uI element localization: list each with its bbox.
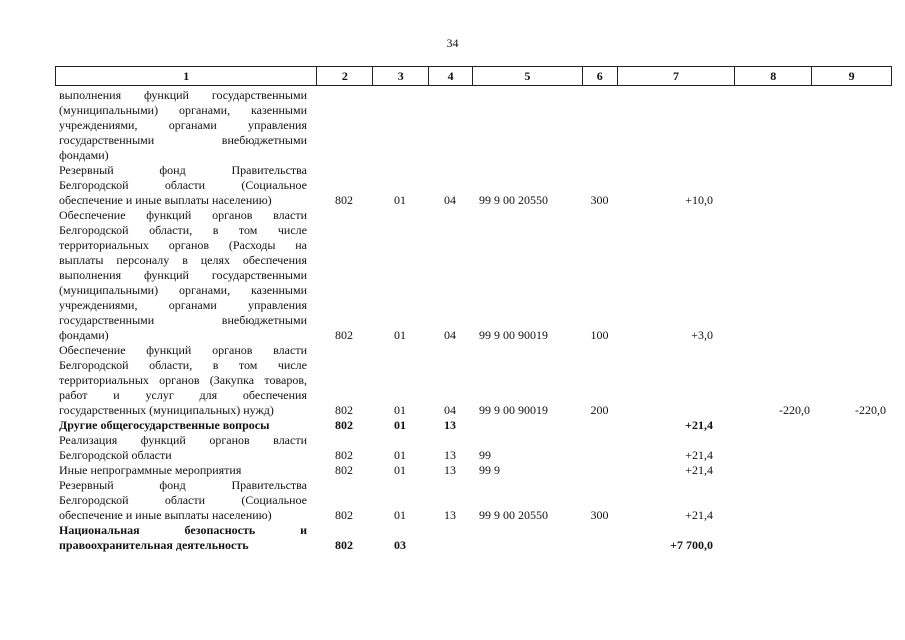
description-line: учреждениями, органами управления (59, 118, 307, 132)
cell-col-6: 200 (590, 403, 609, 417)
row-description (59, 88, 307, 163)
description-line: территориальных органов (Закупка товаров, (59, 373, 307, 387)
column-header-4: 4 (429, 67, 473, 85)
row-description (59, 418, 307, 433)
cell-col-7: +21,4 (685, 463, 713, 477)
cell-col-3: 01 (394, 418, 406, 432)
description-line: Белгородской области (59, 448, 172, 462)
cell-col-2: 802 (335, 403, 353, 417)
description-line: учреждениями, органами управления (59, 298, 307, 312)
cell-col-9: -220,0 (855, 403, 886, 417)
column-header-1: 1 (56, 67, 317, 85)
description-line: Белгородской области (Социальное (59, 493, 307, 507)
description-line: государственными внебюджетными (59, 313, 307, 327)
row-description (59, 463, 307, 478)
description-line: территориальных органов (Расходы на (59, 238, 307, 252)
column-header-2: 2 (317, 67, 373, 85)
cell-col-5: 99 9 00 20550 (479, 193, 548, 207)
description-line: Белгородской области (Социальное (59, 178, 307, 192)
description-line: выплаты персоналу в целях обеспечения (59, 253, 307, 267)
cell-col-7: +7 700,0 (670, 538, 713, 552)
cell-col-4: 13 (444, 448, 456, 462)
cell-col-2: 802 (335, 463, 353, 477)
description-line: государственными внебюджетными (59, 133, 307, 147)
description-line: Реализация функций органов власти (59, 433, 307, 447)
description-line: Резервный фонд Правительства (59, 163, 307, 177)
column-header-3: 3 (373, 67, 429, 85)
cell-col-3: 03 (394, 538, 406, 552)
description-line: обеспечение и иные выплаты населению) (59, 508, 272, 522)
cell-col-6: 300 (590, 193, 609, 207)
cell-col-4: 13 (444, 463, 456, 477)
cell-col-3: 01 (394, 508, 406, 522)
row-description (59, 433, 307, 463)
description-line: Национальная безопасность и (59, 523, 307, 537)
cell-col-5: 99 (479, 448, 491, 462)
cell-col-2: 802 (335, 193, 353, 207)
description-line: фондами) (59, 328, 109, 342)
row-description (59, 208, 307, 343)
description-line: Другие общегосударственные вопросы (59, 418, 270, 432)
description-line: Белгородской области, в том числе (59, 223, 307, 237)
cell-col-5: 99 9 00 20550 (479, 508, 548, 522)
cell-col-3: 01 (394, 328, 406, 342)
description-line: правоохранительная деятельность (59, 538, 249, 552)
column-header-7: 7 (618, 67, 736, 85)
description-line: государственных (муниципальных) нужд) (59, 403, 274, 417)
cell-col-8: -220,0 (779, 403, 810, 417)
cell-col-5: 99 9 00 90019 (479, 403, 548, 417)
row-description (59, 163, 307, 208)
table-header-row (55, 66, 892, 86)
cell-col-4: 13 (444, 508, 456, 522)
row-description (59, 478, 307, 523)
cell-col-7: +21,4 (685, 418, 713, 432)
description-line: обеспечение и иные выплаты населению) (59, 193, 272, 207)
description-line: (муниципальными) органами, казенными (59, 283, 307, 297)
cell-col-4: 04 (444, 193, 456, 207)
cell-col-5: 99 9 00 90019 (479, 328, 548, 342)
cell-col-6: 300 (590, 508, 609, 522)
cell-col-7: +3,0 (691, 328, 713, 342)
cell-col-7: +21,4 (685, 448, 713, 462)
cell-col-2: 802 (335, 538, 353, 552)
description-line: фондами) (59, 148, 109, 162)
cell-col-2: 802 (335, 418, 353, 432)
description-line: Белгородской области, в том числе (59, 358, 307, 372)
column-header-8: 8 (735, 67, 812, 85)
description-line: работ и услуг для обеспечения (59, 388, 307, 402)
row-description (59, 343, 307, 418)
cell-col-4: 04 (444, 403, 456, 417)
cell-col-4: 13 (444, 418, 456, 432)
cell-col-5: 99 9 (479, 463, 500, 477)
cell-col-3: 01 (394, 403, 406, 417)
page-number: 34 (446, 36, 459, 50)
description-line: выполнения функций государственными (59, 268, 307, 282)
column-header-9: 9 (848, 69, 855, 83)
cell-col-2: 802 (335, 508, 353, 522)
cell-col-7: +21,4 (685, 508, 713, 522)
description-line: Иные непрограммные мероприятия (59, 463, 242, 477)
cell-col-3: 01 (394, 448, 406, 462)
cell-col-7: +10,0 (685, 193, 713, 207)
cell-col-2: 802 (335, 328, 353, 342)
cell-col-4: 04 (444, 328, 456, 342)
cell-col-3: 01 (394, 463, 406, 477)
cell-col-2: 802 (335, 448, 353, 462)
row-description (59, 523, 307, 553)
column-header-6: 6 (583, 67, 618, 85)
description-line: Обеспечение функций органов власти (59, 343, 307, 357)
description-line: Резервный фонд Правительства (59, 478, 307, 492)
column-header-5: 5 (473, 67, 583, 85)
cell-col-3: 01 (394, 193, 406, 207)
description-line: Обеспечение функций органов власти (59, 208, 307, 222)
description-line: (муниципальными) органами, казенными (59, 103, 307, 117)
description-line: выполнения функций государственными (59, 88, 307, 102)
cell-col-6: 100 (590, 328, 609, 342)
